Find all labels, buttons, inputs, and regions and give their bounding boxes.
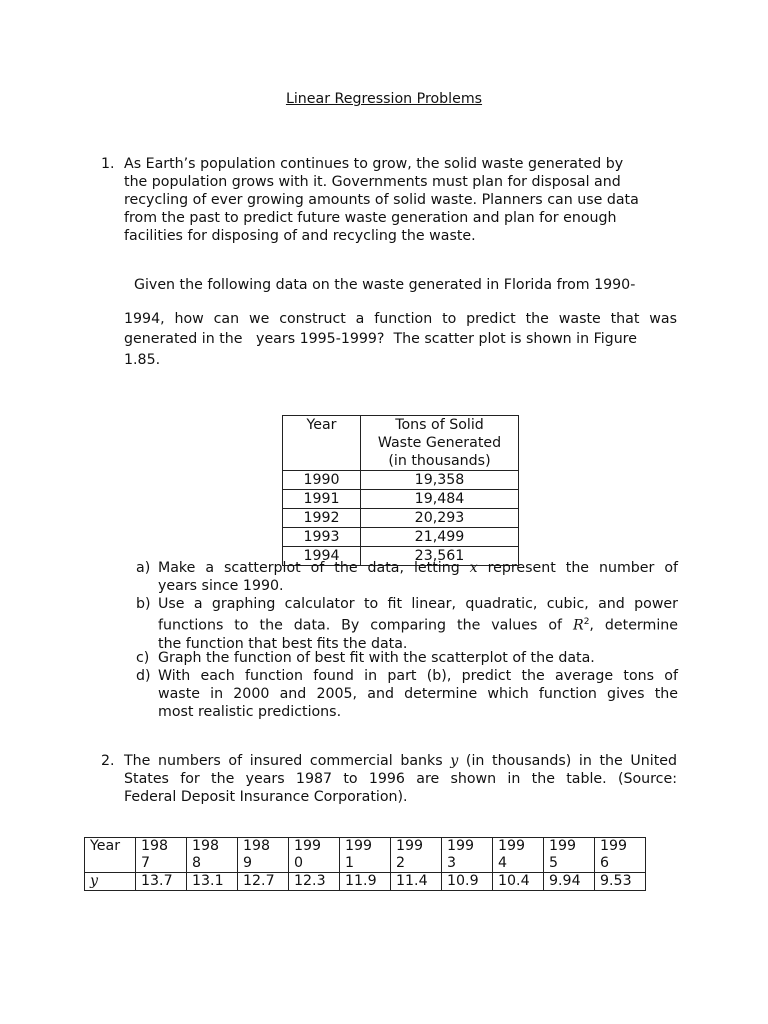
given-line-4: 1.85. — [124, 352, 161, 368]
year-bottom: 8 — [192, 855, 202, 871]
part-c-label: c) — [136, 650, 150, 666]
part-a-line-2: years since 1990. — [158, 578, 284, 594]
problem-2-line-2: States for the years 1987 to 1996 are shown in the table. (Source: — [124, 771, 677, 787]
year-cell — [187, 838, 238, 873]
year-top: 199 — [294, 838, 322, 854]
part-d-line-1: With each function found in part (b), predict the average tons of — [158, 668, 678, 684]
year-cell — [340, 838, 391, 873]
year-top: 199 — [600, 838, 628, 854]
year-top: 198 — [192, 838, 220, 854]
text-segment: , determine — [589, 617, 678, 634]
year-bottom: 2 — [396, 855, 406, 871]
year-bottom: 6 — [600, 855, 610, 871]
tons-cell: 23,561 — [361, 547, 519, 566]
text-segment: functions to the data. By comparing the values of — [158, 617, 573, 634]
part-b-line-1: Use a graphing calculator to fit linear, quadratic, cubic, and power — [158, 596, 678, 612]
variable-x: x — [469, 560, 478, 576]
part-d-line-2: waste in 2000 and 2005, and determine which function gives the — [158, 686, 678, 702]
part-b-line-3: the function that best fits the data. — [158, 635, 408, 652]
year-cell — [136, 838, 187, 873]
header-waste-line: (in thousands) — [388, 453, 491, 469]
intro-line: the population grows with it. Governments must plan for disposal and — [124, 174, 621, 190]
year-top: 198 — [141, 838, 169, 854]
year-label-cell: Year — [85, 838, 136, 873]
year-cell: 1994 — [283, 547, 361, 566]
part-a-label: a) — [136, 560, 151, 576]
part-a — [136, 559, 678, 595]
superscript: 2 — [583, 617, 590, 627]
problem-2-line-1 — [124, 752, 677, 770]
value-cell: 10.4 — [493, 873, 544, 891]
part-c-line-1: Graph the function of best fit with the scatterplot of the data. — [158, 650, 595, 666]
year-cell — [595, 838, 646, 873]
problem-1-intro — [124, 155, 677, 245]
year-cell — [442, 838, 493, 873]
problem-2-line-3: Federal Deposit Insurance Corporation). — [124, 789, 408, 805]
value-cell: 12.3 — [289, 873, 340, 891]
year-top: 199 — [345, 838, 373, 854]
year-cell — [289, 838, 340, 873]
year-cell — [544, 838, 595, 873]
year-top: 199 — [498, 838, 526, 854]
y-row — [85, 873, 646, 891]
text-segment: represent the number of — [477, 560, 678, 576]
y-label-cell: y — [85, 873, 136, 891]
header-waste-line: Tons of Solid — [395, 417, 484, 433]
header-year: Year — [283, 416, 361, 471]
value-cell: 9.53 — [595, 873, 646, 891]
table-row — [283, 528, 519, 547]
table-header-row — [283, 416, 519, 471]
year-row — [85, 838, 646, 873]
problem-2-number: 2. — [101, 753, 115, 769]
problem-2-text — [124, 752, 677, 806]
value-cell: 10.9 — [442, 873, 493, 891]
text-segment: (in thousands) in the United — [458, 753, 677, 769]
year-cell: 1991 — [283, 490, 361, 509]
part-d-line-3: most realistic predictions. — [158, 704, 342, 720]
part-a-line-1 — [158, 559, 678, 577]
year-bottom: 1 — [345, 855, 355, 871]
year-cell: 1990 — [283, 471, 361, 490]
tons-cell: 20,293 — [361, 509, 519, 528]
intro-line: from the past to predict future waste generation and plan for enough — [124, 210, 617, 226]
part-d — [136, 667, 678, 721]
year-bottom: 0 — [294, 855, 304, 871]
given-line-3: generated in the years 1995-1999? The scatter plot is shown in Figure — [124, 331, 637, 347]
year-top: 199 — [396, 838, 424, 854]
tons-cell: 21,499 — [361, 528, 519, 547]
year-bottom: 5 — [549, 855, 559, 871]
part-b-line-2 — [158, 613, 678, 635]
intro-line: facilities for disposing of and recycling the waste. — [124, 228, 476, 244]
text-segment: The numbers of insured commercial banks — [124, 753, 451, 769]
problem-1-number: 1. — [101, 156, 115, 172]
table-row — [283, 509, 519, 528]
part-c — [136, 649, 678, 667]
intro-line: As Earth’s population continues to grow, the solid waste generated by — [124, 156, 624, 172]
part-b — [136, 595, 678, 653]
year-cell — [238, 838, 289, 873]
value-cell: 9.94 — [544, 873, 595, 891]
year-bottom: 4 — [498, 855, 508, 871]
year-bottom: 9 — [243, 855, 253, 871]
intro-line: recycling of ever growing amounts of solid waste. Planners can use data — [124, 192, 639, 208]
value-cell: 11.4 — [391, 873, 442, 891]
year-bottom: 3 — [447, 855, 457, 871]
year-cell: 1992 — [283, 509, 361, 528]
banks-table — [84, 837, 646, 891]
tons-cell: 19,358 — [361, 471, 519, 490]
part-d-label: d) — [136, 668, 151, 684]
variable-r: R — [573, 617, 584, 634]
text-segment: Make a scatterplot of the data, letting — [158, 560, 470, 576]
year-top: 198 — [243, 838, 271, 854]
year-cell — [391, 838, 442, 873]
year-cell: 1993 — [283, 528, 361, 547]
value-cell: 13.1 — [187, 873, 238, 891]
waste-table — [282, 415, 519, 566]
year-cell — [493, 838, 544, 873]
tons-cell: 19,484 — [361, 490, 519, 509]
part-b-label: b) — [136, 596, 151, 612]
table-row — [283, 490, 519, 509]
header-waste-line: Waste Generated — [377, 435, 502, 451]
given-line-1: Given the following data on the waste generated in Florida from 1990- — [134, 277, 636, 293]
variable-y: y — [450, 753, 459, 769]
value-cell: 13.7 — [136, 873, 187, 891]
year-top: 199 — [447, 838, 475, 854]
value-cell: 11.9 — [340, 873, 391, 891]
value-cell: 12.7 — [238, 873, 289, 891]
year-bottom: 7 — [141, 855, 151, 871]
table-row — [283, 471, 519, 490]
year-top: 199 — [549, 838, 577, 854]
given-line-2: 1994, how can we construct a function to predict the waste that was — [124, 311, 677, 327]
header-waste — [361, 416, 519, 471]
page-title: Linear Regression Problems — [285, 91, 483, 107]
